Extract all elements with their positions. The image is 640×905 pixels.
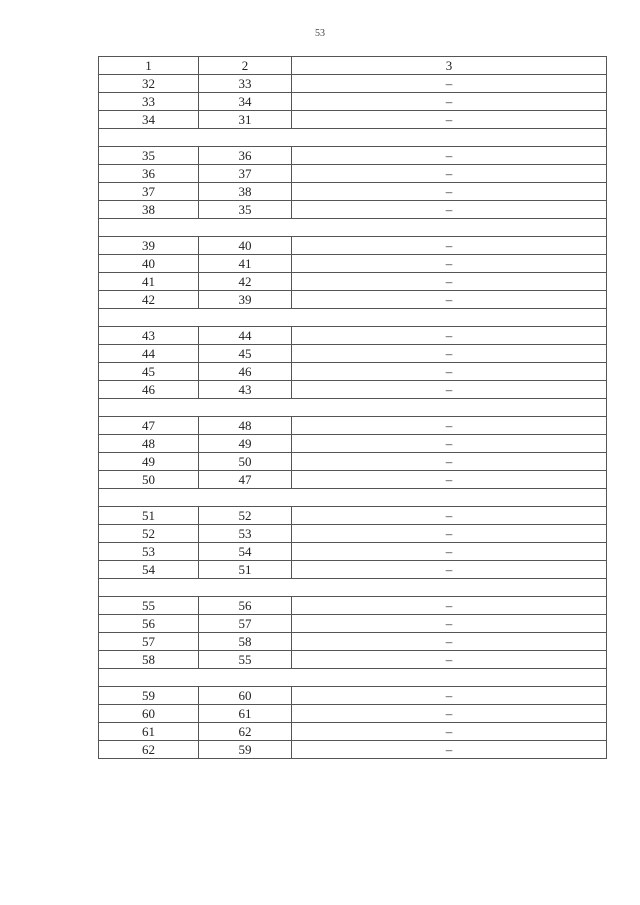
- table-cell: 60: [199, 687, 292, 705]
- table-row: [99, 525, 607, 543]
- table-row: [99, 363, 607, 381]
- table-cell: 53: [199, 525, 292, 543]
- separator-cell: [99, 669, 607, 687]
- table-cell: –: [292, 543, 607, 561]
- group-separator-row: [99, 579, 607, 597]
- table-cell: 34: [99, 111, 199, 129]
- table-cell: 59: [199, 741, 292, 759]
- table-row: [99, 633, 607, 651]
- table-cell: –: [292, 291, 607, 309]
- table-cell: –: [292, 723, 607, 741]
- table-row: [99, 147, 607, 165]
- table-cell: –: [292, 363, 607, 381]
- table-cell: 44: [199, 327, 292, 345]
- table-cell: –: [292, 327, 607, 345]
- table-cell: 62: [99, 741, 199, 759]
- table-cell: 38: [199, 183, 292, 201]
- table-row: [99, 345, 607, 363]
- table-row: [99, 471, 607, 489]
- separator-cell: [99, 579, 607, 597]
- table-cell: 58: [99, 651, 199, 669]
- table-cell: 40: [199, 237, 292, 255]
- table-row: [99, 291, 607, 309]
- table-row: [99, 723, 607, 741]
- table-cell: –: [292, 417, 607, 435]
- table-row: [99, 705, 607, 723]
- table-cell: 45: [199, 345, 292, 363]
- table-cell: 54: [199, 543, 292, 561]
- table-cell: 38: [99, 201, 199, 219]
- table-cell: –: [292, 381, 607, 399]
- group-separator-row: [99, 489, 607, 507]
- page-number: 53: [315, 28, 325, 39]
- table-row: [99, 597, 607, 615]
- table-cell: –: [292, 705, 607, 723]
- table-cell: 40: [99, 255, 199, 273]
- table-cell: 32: [99, 75, 199, 93]
- table-row: [99, 453, 607, 471]
- table-cell: 36: [199, 147, 292, 165]
- table-cell: –: [292, 435, 607, 453]
- table-cell: 45: [99, 363, 199, 381]
- table-cell: 46: [99, 381, 199, 399]
- table-cell: 33: [99, 93, 199, 111]
- table-cell: –: [292, 183, 607, 201]
- table-cell: 50: [199, 453, 292, 471]
- table-cell: 52: [99, 525, 199, 543]
- table-row: [99, 93, 607, 111]
- table-row: [99, 543, 607, 561]
- table-cell: –: [292, 147, 607, 165]
- table-cell: 53: [99, 543, 199, 561]
- table-row: [99, 75, 607, 93]
- group-separator-row: [99, 399, 607, 417]
- table-header-row: [99, 57, 607, 75]
- table-cell: 55: [199, 651, 292, 669]
- table-cell: –: [292, 471, 607, 489]
- table-cell: 37: [99, 183, 199, 201]
- table-cell: 56: [99, 615, 199, 633]
- table-cell: –: [292, 615, 607, 633]
- table-cell: 48: [99, 435, 199, 453]
- column-header: 2: [199, 57, 292, 75]
- table-cell: –: [292, 273, 607, 291]
- table-cell: –: [292, 687, 607, 705]
- table-cell: –: [292, 345, 607, 363]
- table-cell: 39: [199, 291, 292, 309]
- table-row: [99, 255, 607, 273]
- table-cell: 51: [99, 507, 199, 525]
- separator-cell: [99, 309, 607, 327]
- column-header: 1: [99, 57, 199, 75]
- table-row: [99, 165, 607, 183]
- table-cell: 49: [99, 453, 199, 471]
- table-cell: 41: [99, 273, 199, 291]
- table-cell: 61: [99, 723, 199, 741]
- table-cell: –: [292, 633, 607, 651]
- table-cell: 31: [199, 111, 292, 129]
- table-cell: 48: [199, 417, 292, 435]
- group-separator-row: [99, 129, 607, 147]
- table-row: [99, 327, 607, 345]
- separator-cell: [99, 489, 607, 507]
- table-row: [99, 507, 607, 525]
- table-row: [99, 561, 607, 579]
- table-row: [99, 435, 607, 453]
- column-header: 3: [292, 57, 607, 75]
- data-table-container: [98, 56, 606, 759]
- separator-cell: [99, 219, 607, 237]
- table-row: [99, 201, 607, 219]
- table-row: [99, 183, 607, 201]
- table-cell: 57: [99, 633, 199, 651]
- table-row: [99, 111, 607, 129]
- table-cell: –: [292, 525, 607, 543]
- table-cell: –: [292, 651, 607, 669]
- table-row: [99, 687, 607, 705]
- separator-cell: [99, 129, 607, 147]
- table-cell: –: [292, 453, 607, 471]
- table-cell: 61: [199, 705, 292, 723]
- group-separator-row: [99, 219, 607, 237]
- table-cell: 47: [199, 471, 292, 489]
- table-cell: 57: [199, 615, 292, 633]
- table-cell: 49: [199, 435, 292, 453]
- table-cell: –: [292, 201, 607, 219]
- table-cell: –: [292, 165, 607, 183]
- table-cell: 43: [199, 381, 292, 399]
- table-row: [99, 237, 607, 255]
- table-cell: 50: [99, 471, 199, 489]
- table-cell: –: [292, 75, 607, 93]
- table-cell: –: [292, 561, 607, 579]
- table-cell: –: [292, 507, 607, 525]
- table-cell: 44: [99, 345, 199, 363]
- table-cell: 47: [99, 417, 199, 435]
- group-separator-row: [99, 669, 607, 687]
- table-cell: –: [292, 597, 607, 615]
- table-cell: 62: [199, 723, 292, 741]
- table-cell: 54: [99, 561, 199, 579]
- group-separator-row: [99, 309, 607, 327]
- table-cell: 37: [199, 165, 292, 183]
- table-cell: 39: [99, 237, 199, 255]
- table-row: [99, 273, 607, 291]
- table-cell: 35: [99, 147, 199, 165]
- table-row: [99, 381, 607, 399]
- table-cell: 35: [199, 201, 292, 219]
- table-cell: 36: [99, 165, 199, 183]
- table-row: [99, 615, 607, 633]
- table-cell: 55: [99, 597, 199, 615]
- table-cell: 56: [199, 597, 292, 615]
- table-cell: 59: [99, 687, 199, 705]
- table-cell: 58: [199, 633, 292, 651]
- table-cell: 46: [199, 363, 292, 381]
- table-row: [99, 741, 607, 759]
- table-cell: 42: [199, 273, 292, 291]
- table-cell: 33: [199, 75, 292, 93]
- table-cell: 51: [199, 561, 292, 579]
- table-cell: –: [292, 255, 607, 273]
- table-cell: 43: [99, 327, 199, 345]
- table-row: [99, 417, 607, 435]
- table-cell: –: [292, 111, 607, 129]
- table-cell: 60: [99, 705, 199, 723]
- table-body: [99, 57, 607, 759]
- table-cell: –: [292, 237, 607, 255]
- table-cell: 42: [99, 291, 199, 309]
- table-cell: 34: [199, 93, 292, 111]
- separator-cell: [99, 399, 607, 417]
- table-cell: 52: [199, 507, 292, 525]
- table-cell: 41: [199, 255, 292, 273]
- table-cell: –: [292, 741, 607, 759]
- data-table: [98, 56, 607, 759]
- table-row: [99, 651, 607, 669]
- table-cell: –: [292, 93, 607, 111]
